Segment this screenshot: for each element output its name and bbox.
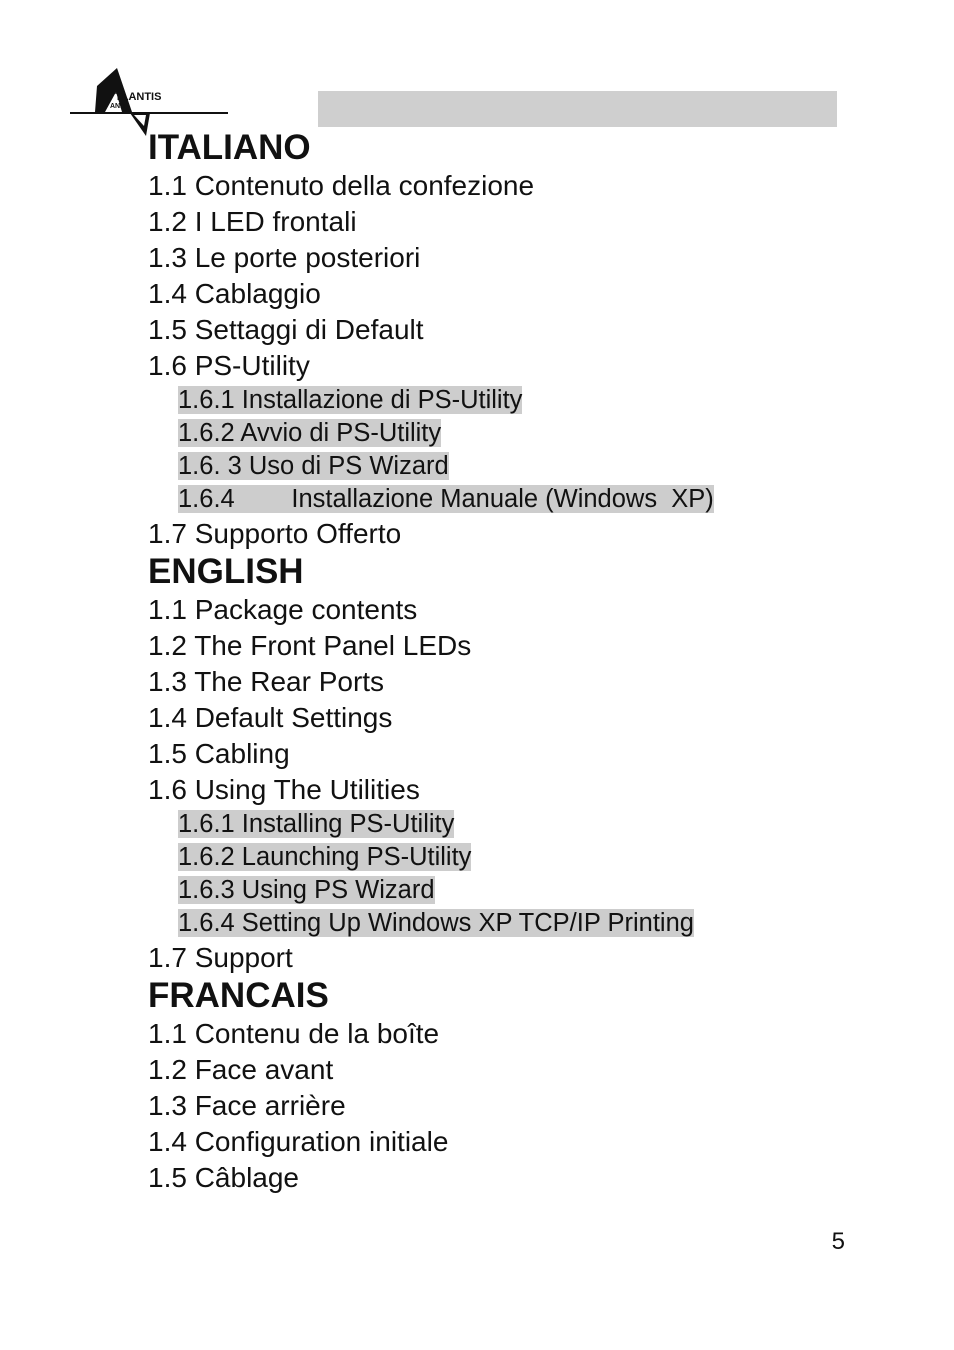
toc-entry[interactable]: 1.1 Contenu de la boîte xyxy=(148,1018,440,1049)
toc-entry[interactable]: 1.2 Face avant xyxy=(148,1054,334,1085)
section-heading: ENGLISH xyxy=(148,552,304,591)
section-heading: ITALIANO xyxy=(148,128,311,167)
section-heading: FRANCAIS xyxy=(148,976,329,1015)
toc-entry[interactable]: 1.5 Cabling xyxy=(148,738,290,769)
toc-subentry[interactable] xyxy=(148,450,908,483)
toc-subentry-label: 1.6.4 Installazione Manuale (Windows XP) xyxy=(178,485,714,513)
toc-subentry[interactable] xyxy=(148,417,908,450)
toc-subentry-label: 1.6.1 Installazione di PS-Utility xyxy=(178,386,523,414)
toc-entry[interactable]: 1.4 Configuration initiale xyxy=(148,1126,449,1157)
toc-subentry-label: 1.6.2 Avvio di PS-Utility xyxy=(178,419,442,447)
toc-subentry-label: 1.6.4 Setting Up Windows XP TCP/IP Printing xyxy=(178,909,694,937)
toc-entry[interactable]: 1.3 The Rear Ports xyxy=(148,666,385,697)
toc-subentry[interactable] xyxy=(148,483,908,516)
toc-subentry[interactable] xyxy=(148,384,908,417)
logo-text: TLANTIS xyxy=(115,91,162,103)
logo-subtext: AND xyxy=(110,103,126,110)
toc-subentry-label: 1.6.2 Launching PS-Utility xyxy=(178,843,472,871)
header-bar xyxy=(318,91,837,127)
toc-entry[interactable]: 1.1 Package contents xyxy=(148,594,418,625)
toc-subentry[interactable] xyxy=(148,874,908,907)
toc-subentry[interactable] xyxy=(148,907,908,940)
toc-entry[interactable]: 1.6 Using The Utilities xyxy=(148,774,420,805)
toc-entry[interactable]: 1.6 PS-Utility xyxy=(148,350,310,381)
toc-entry[interactable]: 1.4 Default Settings xyxy=(148,702,393,733)
page-number: 5 xyxy=(831,1228,845,1255)
toc-entry[interactable]: 1.2 I LED frontali xyxy=(148,206,357,237)
toc-entry[interactable]: 1.5 Settaggi di Default xyxy=(148,314,424,345)
toc-subentry[interactable] xyxy=(148,841,908,874)
toc-subentry-label: 1.6. 3 Uso di PS Wizard xyxy=(178,452,449,480)
toc-entry[interactable]: 1.7 Supporto Offerto xyxy=(148,518,402,549)
toc-entry[interactable]: 1.3 Le porte posteriori xyxy=(148,242,421,273)
table-of-contents xyxy=(148,128,908,1196)
toc-subentry-label: 1.6.1 Installing PS-Utility xyxy=(178,810,455,838)
toc-entry[interactable]: 1.3 Face arrière xyxy=(148,1090,346,1121)
toc-entry[interactable]: 1.1 Contenuto della confezione xyxy=(148,170,535,201)
toc-subentry[interactable] xyxy=(148,808,908,841)
toc-entry[interactable]: 1.7 Support xyxy=(148,942,293,973)
toc-entry[interactable]: 1.4 Cablaggio xyxy=(148,278,321,309)
toc-subentry-label: 1.6.3 Using PS Wizard xyxy=(178,876,435,904)
toc-entry[interactable]: 1.5 Câblage xyxy=(148,1162,300,1193)
toc-entry[interactable]: 1.2 The Front Panel LEDs xyxy=(148,630,472,661)
